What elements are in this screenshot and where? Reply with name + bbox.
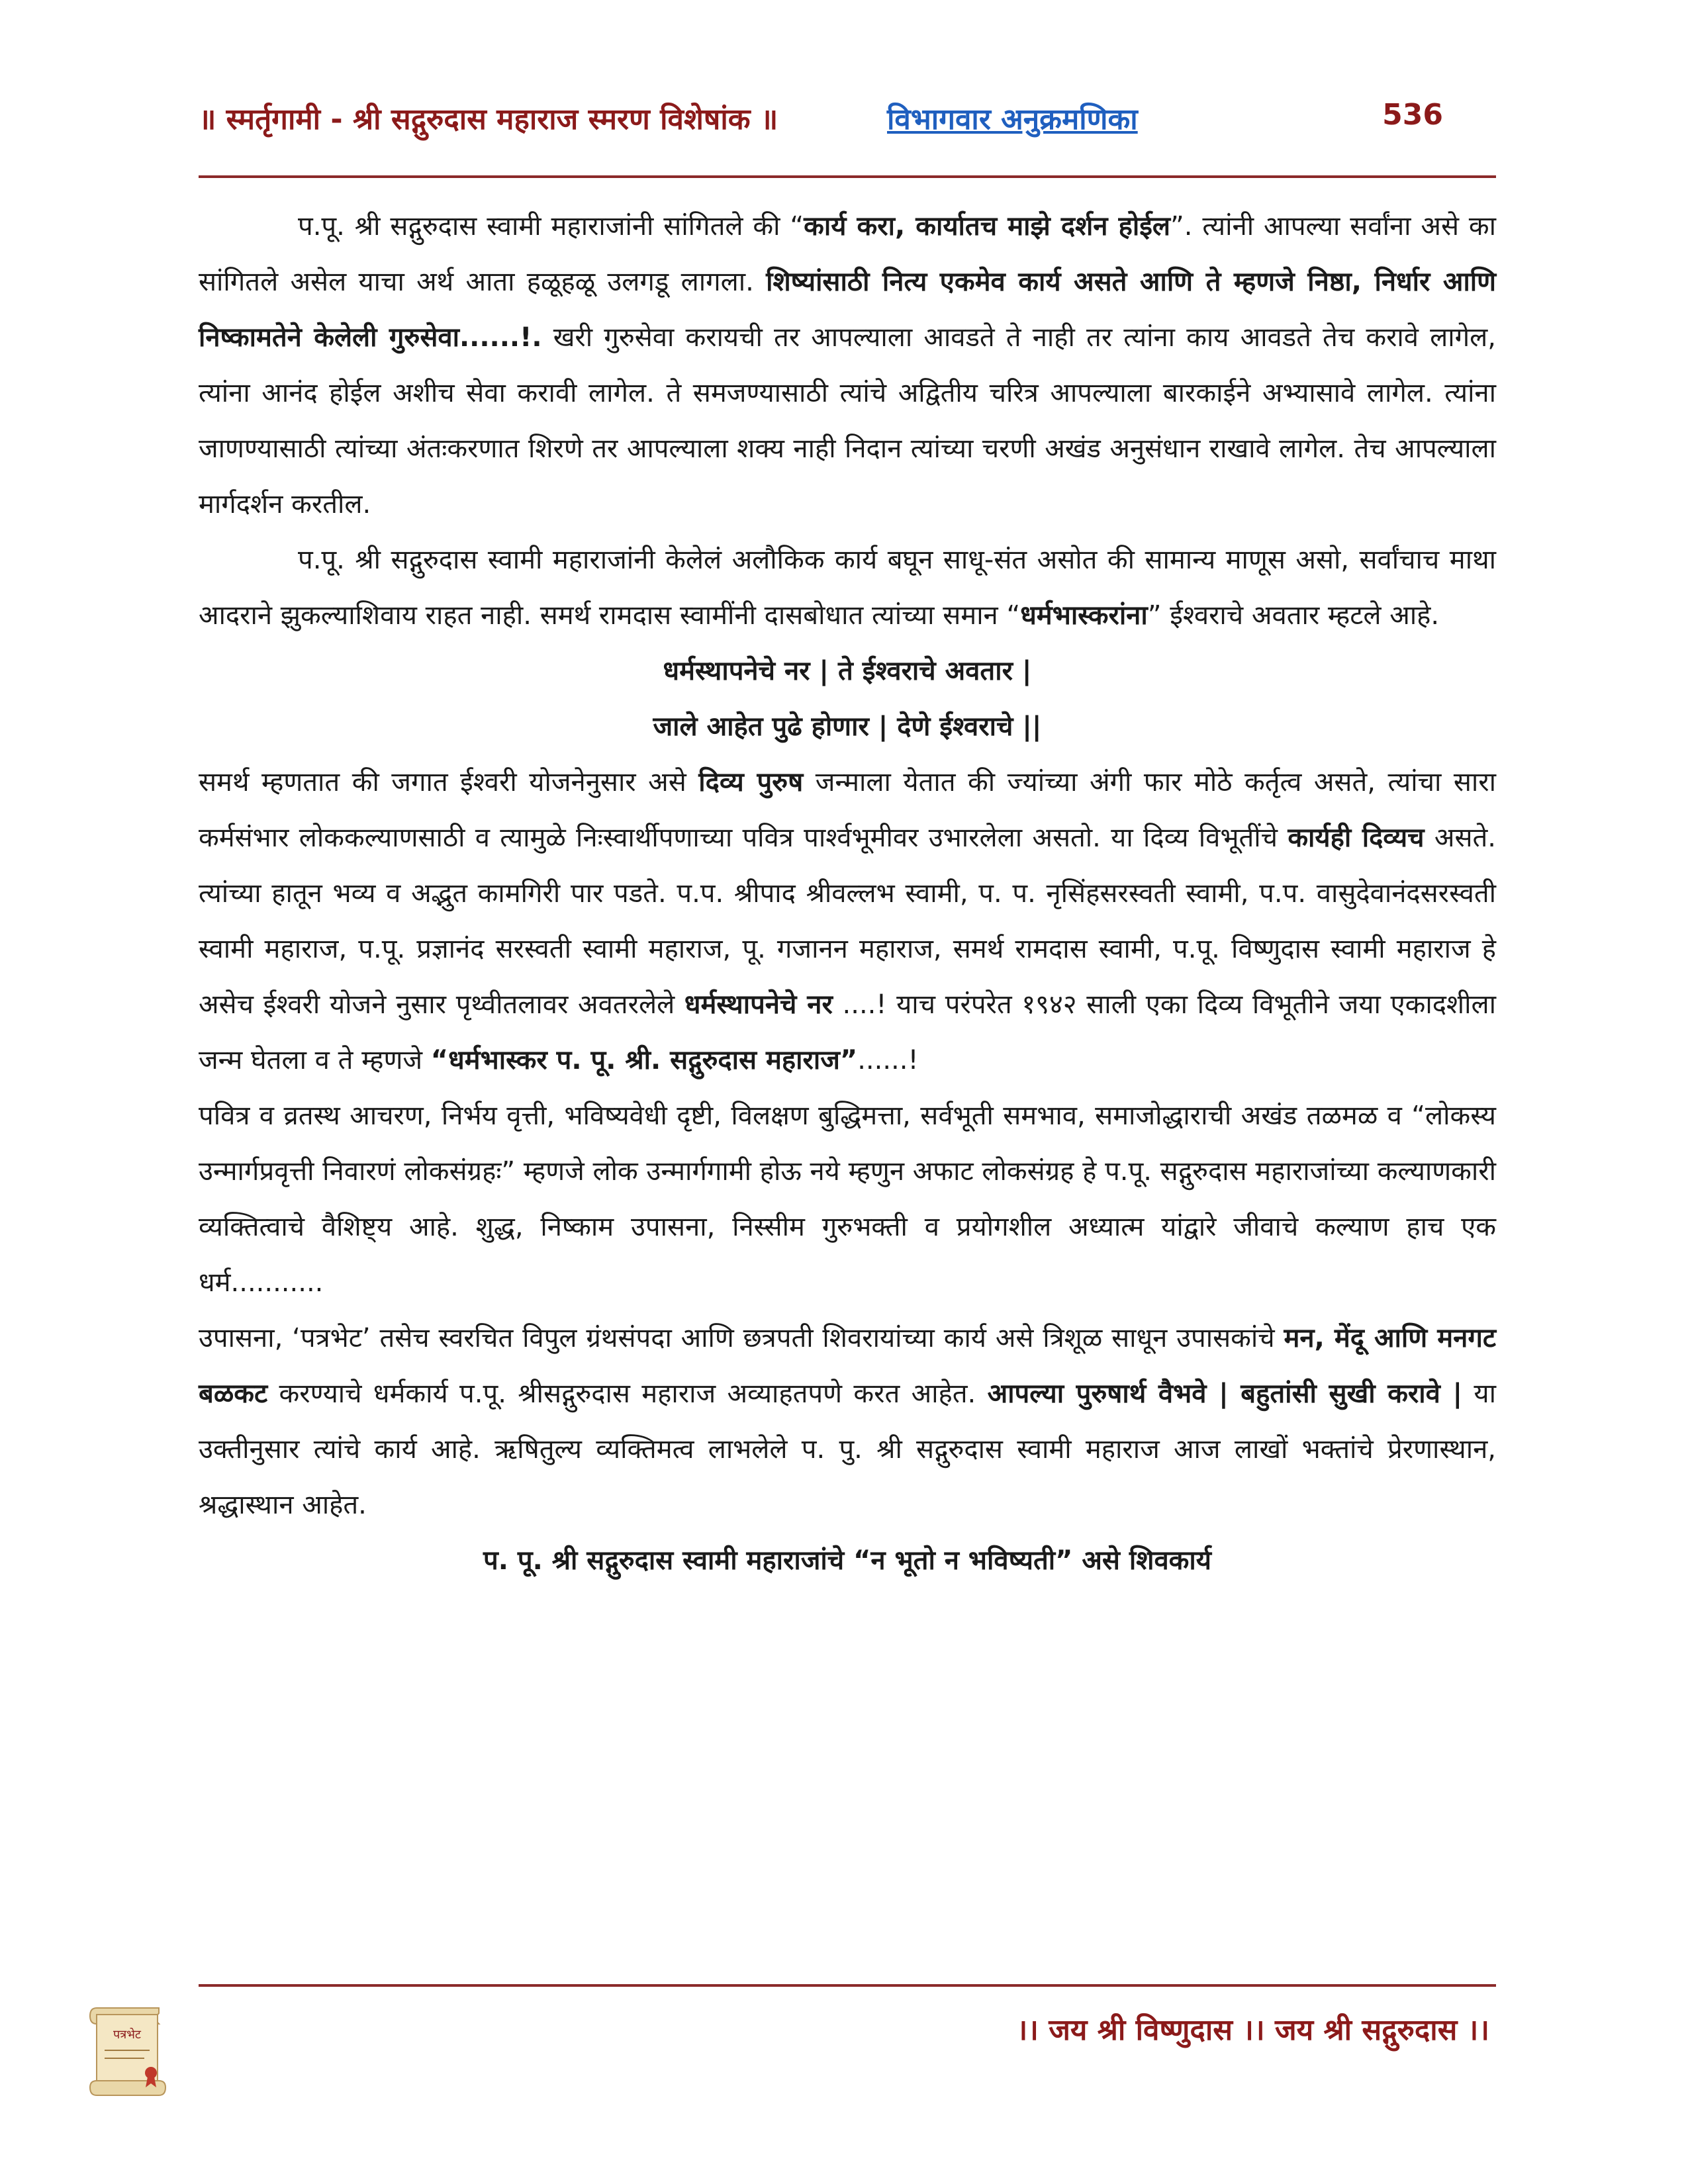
text-run: ....! याच परंपरेत १९४२ साली एका दिव्य विभूतीने जया एकादशीला जन्म घेतला व ते म्हणजे [199, 989, 1496, 1075]
footer-divider [199, 1984, 1496, 1987]
article-body [199, 199, 1496, 1588]
text-run: असते. त्यांच्या हातून भव्य व अद्भुत कामगिरी पार पडते. प.प. श्रीपाद श्रीवल्लभ स्वामी, प. प. नृसिंहसरस्वती स्वामी, प.प. वासुदेवानंदसरस्वती स्वामी महाराज, प.पू. प्रज्ञानंद सरस्वती स्वामी महाराज, पू. गजानन महाराज, समर्थ रामदास स्वामी, प.पू. विष्णुदास स्वामी महाराज हे असेच ईश्वरी योजने नुसार पृथ्वीतलावर अवतरलेले [199, 823, 1496, 1020]
issue-title: ॥ स्मर्तृगामी - श्री सद्गुरुदास महाराज स्मरण विशेषांक ॥ [199, 103, 778, 136]
text-run: प.पू. श्री सद्गुरुदास स्वामी महाराजांनी सांगितले की “ [298, 211, 804, 242]
text-run: ”. त्यांनी आपल्या सर्वांना असे का सांगितले असेल याचा अर्थ आता हळूहळू उलगडू लागला. [199, 211, 1496, 297]
text-run: ” ईश्वराचे अवतार म्हटले आहे. [1147, 600, 1440, 631]
text-run: प.पू. श्री सद्गुरुदास स्वामी महाराजांनी केलेलं अलौकिक कार्य बघून साधू-संत असोत की सामान्य माणूस असो, सर्वांचाच माथा आदराने झुकल्याशिवाय राहत नाही. समर्थ रामदास स्वामींनी दासबोधात त्यांच्या समान “ [199, 545, 1496, 631]
text-run: ......! [857, 1045, 919, 1075]
bold-run: धर्मभास्करांना [1020, 600, 1148, 631]
verse-line-2: जाले आहेत पुढे होणार | देणे ईश्वराचे || [653, 711, 1042, 742]
logo-text: पत्रभेट [113, 2028, 141, 2042]
text-run: समर्थ म्हणतात की जगात ईश्वरी योजनेनुसार असे [199, 767, 699, 797]
bold-run: आपल्या पुरुषार्थ वैभवे | बहुतांसी सुखी करावे | [987, 1379, 1463, 1409]
closing-heading: प. पू. श्री सद्गुरुदास स्वामी महाराजांचे “न भूतो न भविष्यती” असे शिवकार्य [483, 1545, 1211, 1576]
page-number: 536 [1382, 98, 1443, 132]
index-link[interactable]: विभागवार अनुक्रमणिका [887, 103, 1138, 136]
patrabhet-scroll-logo [85, 1999, 171, 2098]
page-header [199, 98, 1496, 158]
text-run: करण्याचे धर्मकार्य प.पू. श्रीसद्गुरुदास महाराज अव्याहतपणे करत आहेत. [267, 1379, 988, 1409]
verse-line-1: धर्मस्थापनेचे नर | ते ईश्वराचे अवतार | [663, 656, 1032, 686]
bold-run: कार्य करा, कार्यातच माझे दर्शन होईल [804, 211, 1170, 242]
bold-run: दिव्य पुरुष [698, 767, 804, 797]
bold-run: धर्मस्थापनेचे नर [684, 989, 833, 1020]
text-run: उपासना, ‘पत्रभेट’ तसेच स्वरचित विपुल ग्रंथसंपदा आणि छत्रपती शिवरायांच्या कार्य असे त्रिशूळ साधून उपासकांचे [199, 1323, 1284, 1353]
footer-salutation: ।। जय श्री विष्णुदास ।। जय श्री सद्गुरुदास ।। [1016, 2013, 1489, 2047]
bold-run: कार्यही दिव्यच [1288, 823, 1425, 853]
header-divider [199, 175, 1496, 178]
bold-run: मन, मेंदू आणि मनगट बळकट [199, 1323, 1496, 1409]
text-run: खरी गुरुसेवा करायची तर आपल्याला आवडते ते नाही तर त्यांना काय आवडते तेच करावे लागेल, त्यांना आनंद होईल अशीच सेवा करावी लागेल. ते समजण्यासाठी त्यांचे अद्वितीय चरित्र आपल्याला बारकाईने अभ्यासावे लागेल. त्यांना जाणण्यासाठी त्यांच्या अंतःकरणात शिरणे तर आपल्याला शक्य नाही निदान त्यांच्या चरणी अखंड अनुसंधान राखावे लागेल. तेच आपल्याला मार्गदर्शन करतील. [199, 322, 1496, 520]
paragraph-4: पवित्र व व्रतस्थ आचरण, निर्भय वृत्ती, भविष्यवेधी दृष्टी, विलक्षण बुद्धिमत्ता, सर्वभूती समभाव, समाजोद्धाराची अखंड तळमळ व “लोकस्य उन्मार्गप्रवृत्ती निवारणं लोकसंग्रहः” म्हणजे लोक उन्मार्गगामी होऊ नये म्हणुन अफाट लोकसंग्रह हे प.पू. सद्गुरुदास महाराजांच्या कल्याणकारी व्यक्तित्वाचे वैशिष्ट्य आहे. शुद्ध, निष्काम उपासना, निस्सीम गुरुभक्ती व प्रयोगशील अध्यात्म यांद्वारे जीवाचे कल्याण हाच एक धर्म........... [199, 1101, 1496, 1298]
text-run: जन्माला येतात की ज्यांच्या अंगी फार मोठे कर्तृत्व असते, त्यांचा सारा कर्मसंभार लोककल्याणसाठी व त्यामुळे निःस्वार्थीपणाच्या पवित्र पार्श्वभूमीवर उभारलेला असतो. या दिव्य विभूतींचे [199, 767, 1496, 853]
paragraph-5 [199, 1310, 1496, 1533]
paragraph-1 [199, 199, 1496, 532]
text-run: या उक्तीनुसार त्यांचे कार्य आहे. ऋषितुल्य व्यक्तिमत्व लाभलेले प. पु. श्री सद्गुरुदास स्वामी महाराज आज लाखों भक्तांचे प्रेरणास्थान, श्रद्धास्थान आहेत. [199, 1379, 1496, 1520]
bold-run: शिष्यांसाठी नित्य एकमेव कार्य असते आणि ते म्हणजे निष्ठा, निर्धार आणि निष्कामतेने केलेली गुरुसेवा......!. [199, 267, 1496, 353]
paragraph-2 [199, 532, 1496, 643]
paragraph-3 [199, 754, 1496, 1088]
bold-run: “धर्मभास्कर प. पू. श्री. सद्गुरुदास महाराज” [430, 1045, 858, 1075]
